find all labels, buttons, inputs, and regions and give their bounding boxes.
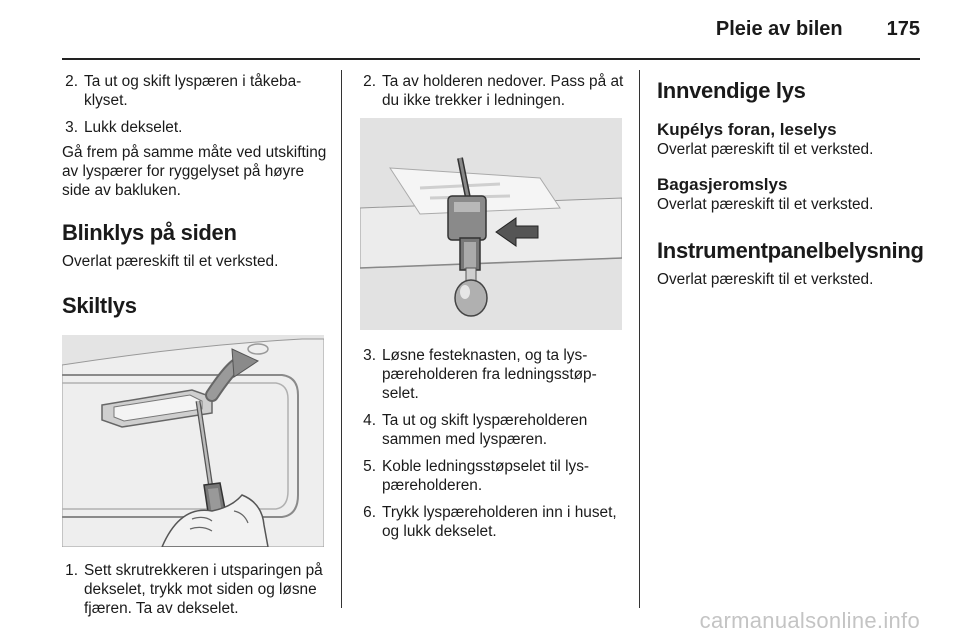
paragraph: Overlat pæreskift til et verksted. <box>657 271 874 288</box>
step-list <box>62 72 328 137</box>
list-item <box>360 503 624 541</box>
subsection-heading: Bagasjeromslys <box>657 175 788 194</box>
section-heading: Instrumentpanelbelysning <box>657 238 924 263</box>
step-number: 5. <box>363 458 376 475</box>
list-item <box>360 346 624 403</box>
step-list <box>62 561 328 618</box>
step-text: Sett skrutrekkeren i utsparingen på dekselet, trykk mot siden og løsne fjæren. Ta av dekselet. <box>84 562 323 617</box>
page-number: 175 <box>886 18 920 40</box>
paragraph: Gå frem på samme måte ved utskifting av lyspærer for ryggelyset på høyre side av bakluken. <box>62 144 327 199</box>
header-rule <box>62 58 920 60</box>
step-list <box>360 346 624 541</box>
section-heading: Innvendige lys <box>657 78 806 103</box>
list-item <box>62 72 328 110</box>
bulb-holder-illustration <box>360 118 622 330</box>
list-item <box>62 118 328 137</box>
license-plate-light-figure <box>62 335 324 547</box>
step-text: Ta ut og skift lyspæren i tåkebaklyset. <box>84 73 302 109</box>
step-number: 1. <box>65 562 78 579</box>
column-divider-2 <box>639 70 640 608</box>
column-3 <box>657 72 927 289</box>
step-number: 2. <box>363 73 376 90</box>
watermark: carmanualsonline.info <box>699 608 920 633</box>
paragraph: Overlat pæreskift til et verksted. <box>657 141 874 158</box>
list-item <box>360 457 624 495</box>
step-text: Ta av holderen nedover. Pass på at du ikke trekker i ledningen. <box>382 73 624 109</box>
subsection-heading: Kupélys foran, leselys <box>657 120 837 139</box>
step-text: Ta ut og skift lyspæreholderen sammen med lyspæren. <box>382 412 588 448</box>
section-heading: Skiltlys <box>62 293 137 318</box>
paragraph: Overlat pæreskift til et verksted. <box>657 196 874 213</box>
step-text: Løsne festeknasten, og ta lyspæreholderen fra ledningsstøpselet. <box>382 347 597 402</box>
bulb-holder-figure <box>360 118 622 330</box>
column-divider-1 <box>341 70 342 608</box>
step-number: 3. <box>363 347 376 364</box>
step-list <box>360 72 624 110</box>
step-number: 4. <box>363 412 376 429</box>
list-item <box>360 72 624 110</box>
section-heading: Blinklys på siden <box>62 220 237 245</box>
screwdriver-illustration <box>62 335 324 547</box>
paragraph: Overlat pæreskift til et verksted. <box>62 253 279 270</box>
column-2 <box>360 72 624 549</box>
step-number: 6. <box>363 504 376 521</box>
step-text: Lukk dekselet. <box>84 119 183 136</box>
column-1 <box>62 72 328 626</box>
step-number: 2. <box>65 73 78 90</box>
step-text: Koble ledningsstøpselet til lyspæreholderen. <box>382 458 590 494</box>
list-item <box>360 411 624 449</box>
page-title: Pleie av bilen <box>715 18 843 40</box>
step-number: 3. <box>65 119 78 136</box>
step-text: Trykk lyspæreholderen inn i huset, og lukk dekselet. <box>382 504 617 540</box>
list-item <box>62 561 328 618</box>
page-header <box>716 18 920 48</box>
